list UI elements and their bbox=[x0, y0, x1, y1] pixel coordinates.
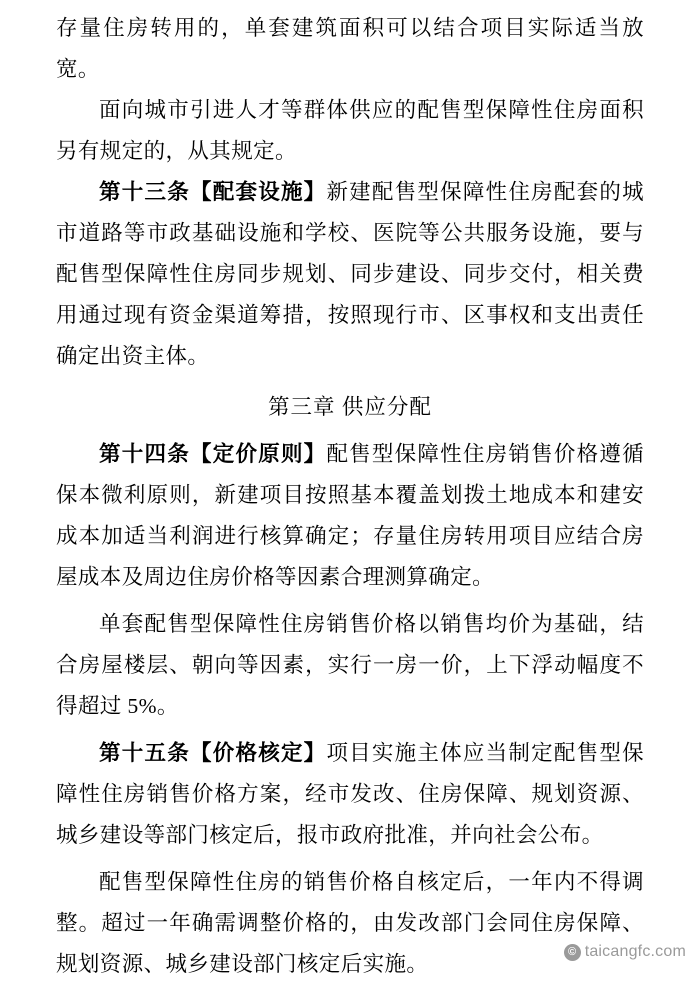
paragraph-text: 存量住房转用的，单套建筑面积可以结合项目实际适当放宽。 bbox=[56, 16, 644, 81]
article-13-text: 新建配售型保障性住房配套的城市道路等市政基础设施和学校、医院等公共服务设施，要与配售型保障性住房同步规划、同步建设、同步交付，相关费用通过现有资金渠道筹措，按照现行市、区事权和支出责任确定出资主体。 bbox=[56, 180, 644, 368]
paragraph-price-adjustment bbox=[56, 862, 644, 985]
article-14 bbox=[56, 434, 644, 598]
watermark-text: taicangfc.com bbox=[584, 943, 686, 960]
paragraph-text: 面向城市引进人才等群体供应的配售型保障性住房面积另有规定的，从其规定。 bbox=[56, 98, 644, 163]
article-13 bbox=[56, 172, 644, 377]
paragraph-text: 配售型保障性住房的销售价格自核定后，一年内不得调整。超过一年确需调整价格的，由发改部门会同住房保障、规划资源、城乡建设部门核定后实施。 bbox=[56, 870, 644, 976]
watermark bbox=[564, 943, 686, 961]
article-13-label: 第十三条【配套设施】 bbox=[99, 180, 327, 204]
paragraph-unit-price bbox=[56, 604, 644, 727]
article-15-text: 项目实施主体应当制定配售型保障性住房销售价格方案，经市发改、住房保障、规划资源、城乡建设等部门核定后，报市政府批准，并向社会公布。 bbox=[56, 741, 644, 847]
copyright-icon: © bbox=[564, 944, 581, 961]
article-14-label: 第十四条【定价原则】 bbox=[99, 442, 327, 466]
paragraph-talent-housing bbox=[56, 90, 644, 172]
paragraph-text: 单套配售型保障性住房销售价格以销售均价为基础，结合房屋楼层、朝向等因素，实行一房一价，上下浮动幅度不得超过 5%。 bbox=[56, 612, 644, 718]
article-15 bbox=[56, 733, 644, 856]
article-14-text: 配售型保障性住房销售价格遵循保本微利原则，新建项目按照基本覆盖划拨土地成本和建安成本加适当利润进行核算确定；存量住房转用项目应结合房屋成本及周边住房价格等因素合理测算确定。 bbox=[56, 442, 644, 589]
chapter-heading: 第三章 供应分配 bbox=[268, 395, 432, 419]
article-15-label: 第十五条【价格核定】 bbox=[99, 741, 327, 765]
paragraph-continuation bbox=[56, 8, 644, 90]
